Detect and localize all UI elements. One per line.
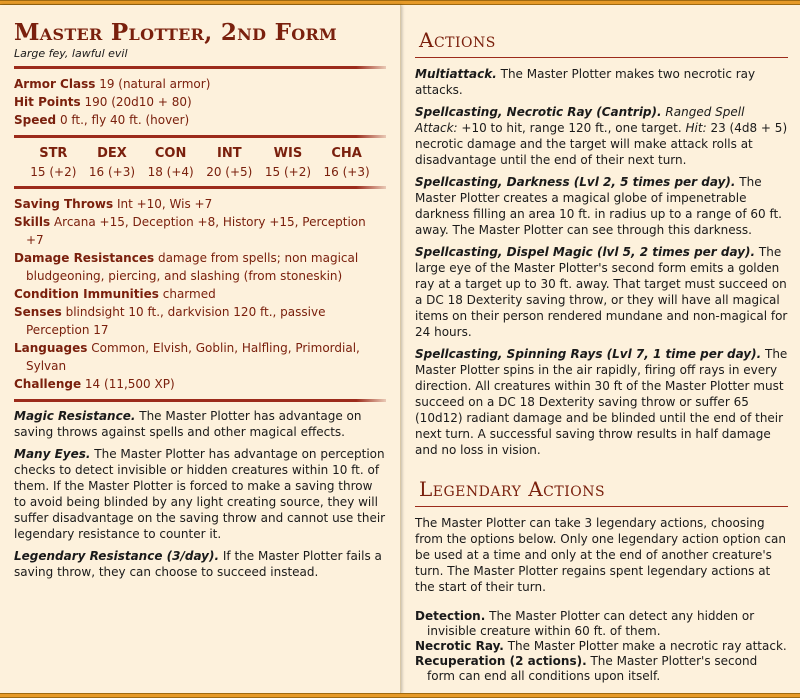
trait-many-eyes [14, 446, 386, 542]
bottom-border [0, 693, 800, 698]
trait-text: If the Master Plotter fails a saving throw, they can choose to succeed instead. [14, 549, 382, 579]
speed-value: 0 ft., fly 40 ft. (hover) [59, 113, 190, 127]
condition-immunities-value: charmed [162, 287, 216, 301]
saving-throws-value: Int +10, Wis +7 [116, 197, 213, 211]
damage-resistances [14, 249, 386, 285]
action-name: Spellcasting, Spinning Rays (Lvl 7, 1 time per day). [415, 347, 762, 361]
hit-points [14, 93, 386, 111]
action-name: Multiattack. [415, 67, 497, 81]
ability-int [200, 144, 258, 180]
challenge-value: 14 (11,500 XP) [84, 377, 175, 391]
legendary-necrotic-ray [415, 639, 788, 654]
monster-name: Master Plotter, 2nd Form [14, 19, 338, 46]
ability-name: INT [217, 146, 242, 161]
action-darkness [415, 174, 788, 238]
ability-str [24, 144, 82, 180]
action-multiattack [415, 66, 788, 98]
saving-throws [14, 195, 386, 213]
divider [14, 186, 386, 189]
ability-wis [259, 144, 317, 180]
speed [14, 111, 386, 129]
legendary-recuperation [415, 654, 788, 684]
condition-immunities-label: Condition Immunities [14, 287, 159, 301]
action-text: The Master Plotter makes two necrotic ray attacks. [415, 67, 756, 97]
basic-stats [14, 75, 386, 129]
action-name: Spellcasting, Necrotic Ray (Cantrip). [415, 105, 662, 119]
legendary-name: Recuperation (2 actions). [415, 654, 587, 668]
legendary-actions-heading: Legendary Actions [419, 477, 606, 501]
action-name: Spellcasting, Dispel Magic (lvl 5, 2 times per day). [415, 245, 756, 259]
damage-resistances-value: damage from spells; non magical bludgeoning, piercing, and slashing (from stoneskin) [26, 251, 359, 283]
ability-name: CHA [331, 146, 362, 161]
trait-legendary-resistance [14, 548, 386, 580]
ability-value: 15 (+2) [30, 165, 77, 179]
ability-dex [83, 144, 141, 180]
armor-class-label: Armor Class [14, 77, 96, 91]
speed-label: Speed [14, 113, 57, 127]
legendary-name: Necrotic Ray. [415, 639, 504, 653]
damage-resistances-label: Damage Resistances [14, 251, 155, 265]
ability-name: WIS [273, 146, 303, 161]
legendary-intro: The Master Plotter can take 3 legendary actions, choosing from the options below. Only one legendary action option can be used at a time and only at the end of another creature's turn. The Master Plotter regains spent legendary actions at the start of their turn. [415, 516, 786, 594]
ability-value: 18 (+4) [147, 165, 194, 179]
actions-heading: Actions [419, 28, 496, 52]
saving-throws-label: Saving Throws [14, 197, 114, 211]
legendary-name: Detection. [415, 609, 486, 623]
hit-points-label: Hit Points [14, 95, 81, 109]
ability-name: DEX [97, 146, 127, 161]
action-text: The Master Plotter spins in the air rapidly, firing off rays in every direction. All creatures within 30 ft of the Master Plotter must succeed on a DC 18 Dexterity saving throw or suffer 65 (10d12) radiant damage and be blinded until the end of their next turn. A successful saving throw results in half damage and no loss in vision. [415, 347, 788, 457]
legendary-text: The Master Plotter's second form can end all conditions upon itself. [427, 654, 758, 683]
divider [14, 399, 386, 402]
armor-class-value: 19 (natural armor) [99, 77, 211, 91]
divider [14, 66, 386, 69]
ability-value: 15 (+2) [264, 165, 312, 179]
traits [14, 408, 386, 580]
skills-label: Skills [14, 215, 51, 229]
trait-name: Legendary Resistance (3/day). [14, 549, 220, 563]
languages-value: Common, Elvish, Goblin, Halfling, Primordial, Sylvan [26, 341, 360, 373]
hit-label: Hit: [685, 121, 707, 135]
senses [14, 303, 386, 339]
action-text: The Master Plotter creates a magical globe of impenetrable darkness filling an area 10 ft. in radius up to a range of 60 ft. away. The Master Plotter can see through this darkness. [415, 175, 782, 237]
divider [14, 135, 386, 138]
senses-label: Senses [14, 305, 62, 319]
ability-name: CON [154, 146, 187, 161]
trait-magic-resistance [14, 408, 386, 440]
trait-name: Many Eyes. [14, 447, 91, 461]
hit-points-value: 190 (20d10 + 80) [84, 95, 192, 109]
ability-scores [14, 144, 386, 180]
challenge-label: Challenge [14, 377, 82, 391]
legendary-text: The Master Plotter can detect any hidden or invisible creature within 60 ft. of them. [427, 609, 755, 638]
languages [14, 339, 386, 375]
trait-text: The Master Plotter has advantage on perception checks to detect invisible or hidden creatures within 10 ft. of them. If the Master Plotter is forced to make a saving throw to avoid being blinded by any light creating source, they will suffer disadvantage on the saving throw and cannot use their legendary resistance to counter it. [14, 447, 386, 541]
legendary-text: The Master Plotter make a necrotic ray attack. [507, 639, 787, 653]
hit-effect: 23 (4d8 + 5) necrotic damage and the target will make attack rolls at disadvantage until the end of their next turn. [415, 121, 788, 167]
action-text: The large eye of the Master Plotter's second form emits a golden ray at a target up to 30 ft. away. That target must succeed on a DC 18 Dexterity saving throw, or they will have all magical items on their person rendered mundane and non-magical for 24 hours. [415, 245, 788, 339]
ability-name: STR [39, 146, 68, 161]
languages-label: Languages [14, 341, 88, 355]
action-necrotic-ray [415, 104, 788, 168]
condition-immunities [14, 285, 386, 303]
attack-type: Ranged Spell Attack: [415, 105, 745, 135]
armor-class [14, 75, 386, 93]
legendary-detection [415, 609, 788, 639]
skills-value: Arcana +15, Deception +8, History +15, Perception +7 [26, 215, 366, 247]
ability-value: 16 (+3) [88, 165, 136, 179]
monster-type: Large fey, lawful evil [14, 47, 128, 60]
ability-value: 16 (+3) [323, 165, 370, 179]
actions-list [415, 66, 788, 458]
ability-value: 20 (+5) [206, 165, 253, 179]
section-rule [415, 57, 788, 58]
stat-block-right-column [403, 5, 800, 693]
action-name: Spellcasting, Darkness (Lvl 2, 5 times per day). [415, 175, 736, 189]
action-spinning-rays [415, 346, 788, 458]
trait-text: The Master Plotter has advantage on saving throws against spells and other magical effects. [14, 409, 362, 439]
senses-value: blindsight 10 ft., darkvision 120 ft., passive Perception 17 [26, 305, 326, 337]
trait-name: Magic Resistance. [14, 409, 136, 423]
challenge [14, 375, 386, 393]
skills [14, 213, 386, 249]
section-rule [415, 506, 788, 507]
ability-cha [318, 144, 376, 180]
ability-con [142, 144, 200, 180]
detail-stats [14, 195, 386, 393]
attack-range: +10 to hit, range 120 ft., one target. [461, 121, 682, 135]
stat-block-left-column [0, 5, 401, 693]
action-dispel-magic [415, 244, 788, 340]
legendary-list [415, 609, 788, 684]
